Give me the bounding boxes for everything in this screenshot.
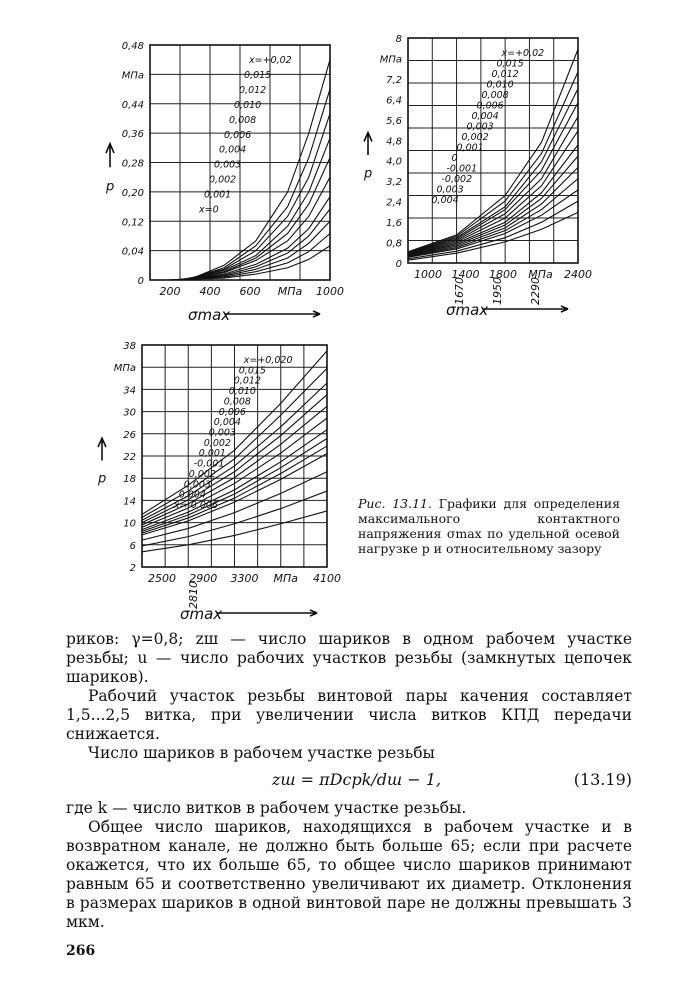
body-section-2 [66, 799, 632, 932]
series-label: -0,001 [446, 163, 478, 175]
series-label: 0,003 [183, 479, 211, 491]
series-label: 0,003 [208, 427, 236, 439]
y-tick-label: 0,36 [121, 129, 144, 141]
series-label: 0,002 [188, 468, 216, 480]
paragraph-1: риков: γ=0,8; zш — число шариков в одном рабочем участке резьбы; u — число рабочих участков резьбы (замкнутых цепочек шариков). [66, 630, 632, 686]
x-axis-label: σmax [188, 306, 231, 324]
series-label: 0,010 [486, 79, 514, 91]
y-axis-arrow [106, 144, 114, 168]
body-section-1 [66, 630, 632, 763]
caption-label: Рис. 13.11. [358, 496, 432, 511]
y-tick-label: 38 [123, 341, 136, 352]
series-label: 0,010 [228, 386, 256, 398]
y-tick-label: 4,8 [386, 136, 402, 148]
series-label: x=+0,02 [501, 48, 545, 59]
series-label: 0,004 [219, 144, 247, 156]
series-label: 0,008 [229, 114, 257, 126]
series-label: 0,003 [436, 184, 464, 196]
y-tick-label: 0,12 [121, 217, 144, 229]
x-axis-label: σmax [446, 301, 489, 319]
x-tick-label: 4100 [313, 572, 341, 585]
y-tick-label: 0,28 [121, 158, 144, 170]
series-label: 0,002 [203, 437, 231, 449]
y-tick-label: 3,2 [386, 177, 402, 189]
y-axis-arrow [98, 438, 106, 460]
x-tick-label: 2900 [189, 572, 218, 585]
y-tick-label: 10 [123, 518, 136, 530]
x-tick-label: 400 [199, 285, 221, 298]
series-label: -0,001 [193, 458, 225, 470]
x-tick-label: 3300 [230, 572, 259, 585]
x-tick-label: 1400 [451, 268, 480, 281]
series-label: x=-0,006 [173, 500, 218, 512]
y-axis-label: p [98, 471, 107, 487]
y-tick-label: 0,04 [121, 246, 144, 258]
x-axis-label: σmax [180, 605, 223, 623]
paragraph-2: Рабочий участок резьбы винтовой пары качения составляет 1,5...2,5 витка, при увеличении числа витков КПД передачи снижается. [66, 687, 632, 743]
series-label: 0,004 [178, 489, 206, 501]
x-tick-label: МПа [277, 285, 303, 298]
y-tick-label: 22 [123, 452, 136, 463]
series-label: 0 [451, 153, 458, 164]
x-tick-label: 2400 [564, 268, 592, 281]
x-mark-label: 1670 [453, 277, 466, 305]
y-tick-label: 4,0 [386, 156, 402, 168]
y-tick-label: 0,20 [121, 187, 144, 199]
x-tick-label: 200 [159, 285, 181, 298]
series-label: 0,002 [209, 174, 237, 186]
series-label: 0,004 [431, 195, 459, 206]
series-label: 0,003 [466, 121, 494, 133]
paragraph-3: Число шариков в рабочем участке резьбы [88, 744, 435, 762]
y-tick-label: МПа [379, 54, 402, 66]
y-tick-label: 5,6 [386, 115, 402, 127]
x-tick-label: 1800 [489, 268, 517, 281]
y-tick-label: 0 [395, 259, 402, 270]
y-tick-label: 6,4 [386, 95, 402, 107]
y-tick-label: 2 [129, 563, 136, 574]
series-label: 0,004 [213, 417, 241, 429]
x-mark-label: 2290 [529, 277, 542, 305]
paragraph-5: Общее число шариков, находящихся в рабочем участке и в возвратном канале, не должно быть больше 65; если при расчете окажется, что их больше 65, то общее число шариков принимают равным 65 и соответственно увеличивают их диаметр. Отклонения в размерах шариков в одной винтовой паре не должны превышать 3 мкм. [66, 818, 632, 931]
series-label: 0,012 [239, 84, 267, 96]
series-label: 0,003 [214, 159, 242, 171]
x-mark-label: 1950 [491, 277, 504, 305]
y-tick-label: 26 [123, 429, 136, 441]
y-tick-label: 2,4 [386, 197, 402, 209]
y-axis-label: p [364, 166, 373, 182]
y-axis-arrow [364, 133, 372, 156]
series-label: 0,015 [496, 58, 524, 70]
x-axis-arrow [217, 610, 317, 616]
y-axis-label: p [106, 179, 115, 195]
x-axis-arrow [225, 311, 320, 317]
series-label: 0,006 [218, 406, 246, 418]
caption-text: Графики для определения максимального контактного напряжения σmax по удельной осевой нагрузке p и относительному зазору [358, 496, 620, 556]
y-tick-label: 34 [123, 385, 136, 397]
x-axis-arrow [483, 306, 568, 312]
series-label: 0,001 [456, 142, 484, 154]
y-tick-label: 7,2 [386, 74, 402, 86]
series-line [169, 233, 330, 280]
y-tick-label: 30 [123, 407, 136, 419]
y-tick-label: МПа [121, 70, 144, 82]
y-tick-label: 18 [123, 474, 136, 486]
x-tick-label: 600 [239, 285, 261, 298]
y-tick-label: 14 [123, 496, 136, 508]
series-label: 0,002 [461, 132, 489, 143]
x-tick-label: МПа [528, 268, 553, 281]
series-label: x=0 [199, 204, 219, 216]
series-label: 0,015 [244, 69, 272, 81]
figure-caption [358, 496, 620, 556]
series-label: -0,002 [441, 174, 473, 185]
series-label: x=+0,02 [249, 55, 292, 66]
series-line [180, 158, 330, 280]
y-tick-label: 0,48 [121, 41, 144, 52]
series-label: 0,004 [471, 111, 499, 122]
series-label: 0,008 [481, 90, 509, 101]
series-label: 0,001 [198, 448, 226, 460]
y-tick-label: 0,44 [121, 99, 144, 111]
x-tick-label: 2500 [148, 572, 176, 585]
series-label: x=+0,020 [243, 355, 293, 366]
y-tick-label: 8 [395, 34, 402, 45]
x-tick-label: 1000 [414, 268, 442, 281]
y-tick-label: МПа [113, 363, 136, 375]
series-label: 0,006 [476, 100, 504, 112]
y-tick-label: 0,8 [386, 238, 402, 250]
x-mark-label: 2810 [187, 581, 200, 609]
series-label: 0,012 [233, 375, 261, 387]
chart-1-plot [105, 41, 344, 324]
formula-13-19 [66, 770, 632, 790]
y-tick-label: 1,6 [386, 218, 402, 230]
formula-expression: zш = πDсрk/dш − 1, [272, 770, 442, 789]
page-number: 266 [66, 943, 96, 959]
series-label: 0,015 [238, 365, 266, 377]
y-tick-label: 6 [129, 540, 136, 552]
series-label: 0,001 [204, 189, 232, 201]
paragraph-4: где k — число витков в рабочем участке резьбы. [66, 799, 467, 817]
x-tick-label: МПа [273, 572, 299, 585]
chart-2-plot [363, 34, 592, 319]
formula-number: (13.19) [573, 770, 632, 789]
y-tick-label: 0 [137, 276, 144, 287]
series-label: 0,006 [224, 129, 252, 141]
series-label: 0,008 [223, 396, 251, 408]
chart-3-plot [97, 341, 341, 623]
x-tick-label: 1000 [316, 285, 344, 298]
series-label: 0,012 [491, 69, 519, 80]
series-label: 0,010 [234, 99, 262, 111]
